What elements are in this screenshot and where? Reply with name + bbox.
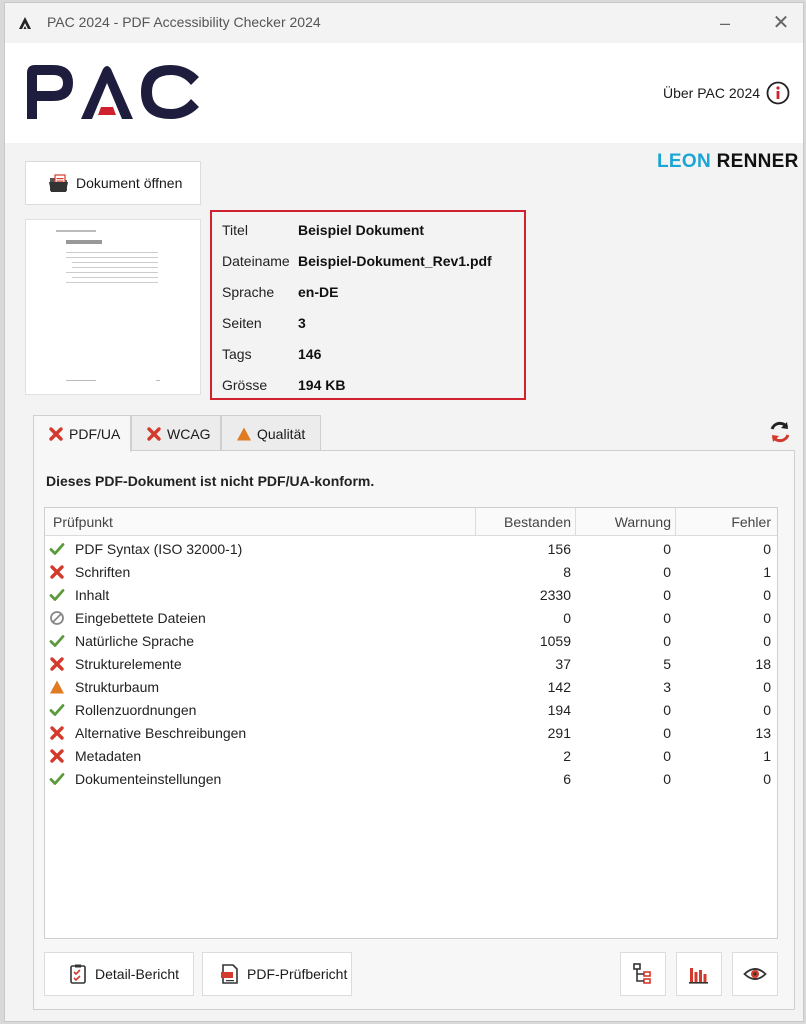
row-name: Dokumenteinstellungen xyxy=(75,771,222,787)
brand-first: LEON xyxy=(657,151,711,172)
table-row[interactable] xyxy=(45,699,777,722)
info-row-pages xyxy=(222,315,306,335)
tab-pdfua[interactable] xyxy=(33,415,131,452)
table-row[interactable] xyxy=(45,768,777,791)
results-table xyxy=(44,507,778,939)
thumbnail-preview xyxy=(26,220,202,396)
info-label: Tags xyxy=(222,346,252,362)
cross-icon xyxy=(49,656,65,672)
pdf-report-button[interactable] xyxy=(202,952,352,996)
check-icon xyxy=(49,587,65,603)
info-label: Sprache xyxy=(222,284,275,300)
info-label: Titel xyxy=(222,222,248,238)
info-label: Seiten xyxy=(222,315,262,331)
row-errors: 18 xyxy=(755,656,771,672)
table-row[interactable] xyxy=(45,630,777,653)
table-row[interactable] xyxy=(45,676,777,699)
row-warnings: 3 xyxy=(663,679,671,695)
row-passed: 8 xyxy=(563,564,571,580)
about-link[interactable] xyxy=(663,81,790,105)
row-errors: 13 xyxy=(755,725,771,741)
row-warnings: 0 xyxy=(663,702,671,718)
pdf-document-icon xyxy=(219,963,241,985)
row-passed: 2 xyxy=(563,748,571,764)
row-name: Rollenzuordnungen xyxy=(75,702,197,718)
column-header-warnings[interactable]: Warnung xyxy=(614,514,671,530)
row-warnings: 0 xyxy=(663,771,671,787)
clipboard-check-icon xyxy=(67,963,89,985)
check-icon xyxy=(49,771,65,787)
tab-label: Qualität xyxy=(257,425,306,442)
row-warnings: 0 xyxy=(663,564,671,580)
cross-icon xyxy=(49,748,65,764)
info-value: Beispiel Dokument xyxy=(298,222,425,238)
row-passed: 2330 xyxy=(539,587,571,603)
eye-icon xyxy=(743,962,767,986)
refresh-icon[interactable] xyxy=(767,419,793,445)
structure-tree-button[interactable] xyxy=(620,952,666,996)
row-passed: 156 xyxy=(547,541,571,557)
open-document-button[interactable] xyxy=(25,161,201,205)
brand-second: RENNER xyxy=(716,151,799,172)
open-document-label: Dokument öffnen xyxy=(76,175,183,191)
column-header-errors[interactable]: Fehler xyxy=(731,514,771,530)
info-value: 146 xyxy=(298,346,322,362)
bar-chart-icon xyxy=(687,962,711,986)
row-name: PDF Syntax (ISO 32000-1) xyxy=(75,541,243,557)
check-icon xyxy=(49,702,65,718)
row-errors: 0 xyxy=(763,679,771,695)
row-errors: 0 xyxy=(763,633,771,649)
info-label: Dateiname xyxy=(222,253,290,269)
row-passed: 194 xyxy=(547,702,571,718)
app-window xyxy=(4,2,804,1022)
info-icon xyxy=(766,81,790,105)
brand-logo xyxy=(657,151,799,173)
row-name: Eingebettete Dateien xyxy=(75,610,206,626)
results-panel xyxy=(33,450,795,1010)
detail-report-label: Detail-Bericht xyxy=(95,966,180,982)
table-row[interactable] xyxy=(45,607,777,630)
cross-icon xyxy=(49,725,65,741)
info-row-tags xyxy=(222,346,321,366)
document-thumbnail xyxy=(25,219,201,395)
row-name: Natürliche Sprache xyxy=(75,633,195,649)
row-errors: 0 xyxy=(763,610,771,626)
column-header-passed[interactable]: Bestanden xyxy=(504,514,571,530)
preview-button[interactable] xyxy=(732,952,778,996)
check-icon xyxy=(49,541,65,557)
row-errors: 0 xyxy=(763,541,771,557)
info-row-title xyxy=(222,222,424,242)
cross-icon xyxy=(48,426,64,442)
row-name: Strukturbaum xyxy=(75,679,160,695)
row-errors: 0 xyxy=(763,771,771,787)
pac-logo xyxy=(23,61,203,123)
row-name: Schriften xyxy=(75,564,131,580)
header xyxy=(5,43,803,143)
warning-icon xyxy=(49,679,65,695)
statistics-button[interactable] xyxy=(676,952,722,996)
table-row[interactable] xyxy=(45,584,777,607)
not-applicable-icon xyxy=(49,610,65,626)
table-row[interactable] xyxy=(45,561,777,584)
info-value: 194 KB xyxy=(298,377,346,393)
row-errors: 0 xyxy=(763,587,771,603)
row-passed: 1059 xyxy=(539,633,571,649)
row-passed: 142 xyxy=(547,679,571,695)
cross-icon xyxy=(49,564,65,580)
row-name: Metadaten xyxy=(75,748,142,764)
table-row[interactable] xyxy=(45,538,777,561)
row-name: Inhalt xyxy=(75,587,110,603)
row-passed: 0 xyxy=(563,610,571,626)
tab-label: PDF/UA xyxy=(69,426,121,442)
title-bar xyxy=(5,3,803,43)
row-warnings: 0 xyxy=(663,633,671,649)
info-value: Beispiel-Dokument_Rev1.pdf xyxy=(298,253,492,269)
pdf-report-label: PDF-Prüfbericht xyxy=(247,966,348,982)
tab-label: WCAG xyxy=(167,425,211,442)
app-icon xyxy=(17,15,33,31)
detail-report-button[interactable] xyxy=(44,952,194,996)
row-passed: 37 xyxy=(555,656,571,672)
table-row[interactable] xyxy=(45,653,777,676)
tab-wcag[interactable] xyxy=(131,415,221,451)
table-header xyxy=(45,508,777,536)
info-row-language xyxy=(222,284,338,304)
row-name: Strukturelemente xyxy=(75,656,182,672)
row-warnings: 0 xyxy=(663,587,671,603)
info-label: Grösse xyxy=(222,377,268,393)
info-value: en-DE xyxy=(298,284,339,300)
document-info-box xyxy=(210,210,526,400)
row-warnings: 5 xyxy=(663,656,671,672)
close-button[interactable]: ✕ xyxy=(772,12,790,34)
tree-icon xyxy=(631,962,655,986)
check-icon xyxy=(49,633,65,649)
column-header-checkpoint[interactable]: Prüfpunkt xyxy=(53,514,113,530)
table-row[interactable] xyxy=(45,745,777,768)
minimize-button[interactable]: – xyxy=(719,13,730,33)
cross-icon xyxy=(146,426,162,442)
table-row[interactable] xyxy=(45,722,777,745)
row-errors: 1 xyxy=(763,564,771,580)
info-row-filename xyxy=(222,253,492,273)
row-errors: 0 xyxy=(763,702,771,718)
folder-pdf-icon xyxy=(48,172,70,194)
warning-icon xyxy=(236,426,252,442)
row-errors: 1 xyxy=(763,748,771,764)
tab-quality[interactable] xyxy=(221,415,321,451)
row-warnings: 0 xyxy=(663,748,671,764)
conformance-status: Dieses PDF-Dokument ist nicht PDF/UA-konform. xyxy=(46,473,375,489)
row-passed: 6 xyxy=(563,771,571,787)
row-name: Alternative Beschreibungen xyxy=(75,725,247,741)
row-passed: 291 xyxy=(547,725,571,741)
info-row-size xyxy=(222,377,345,397)
row-warnings: 0 xyxy=(663,610,671,626)
row-warnings: 0 xyxy=(663,541,671,557)
row-warnings: 0 xyxy=(663,725,671,741)
window-title: PAC 2024 - PDF Accessibility Checker 2024 xyxy=(47,14,321,30)
about-label: Über PAC 2024 xyxy=(663,85,761,101)
info-value: 3 xyxy=(298,315,306,331)
